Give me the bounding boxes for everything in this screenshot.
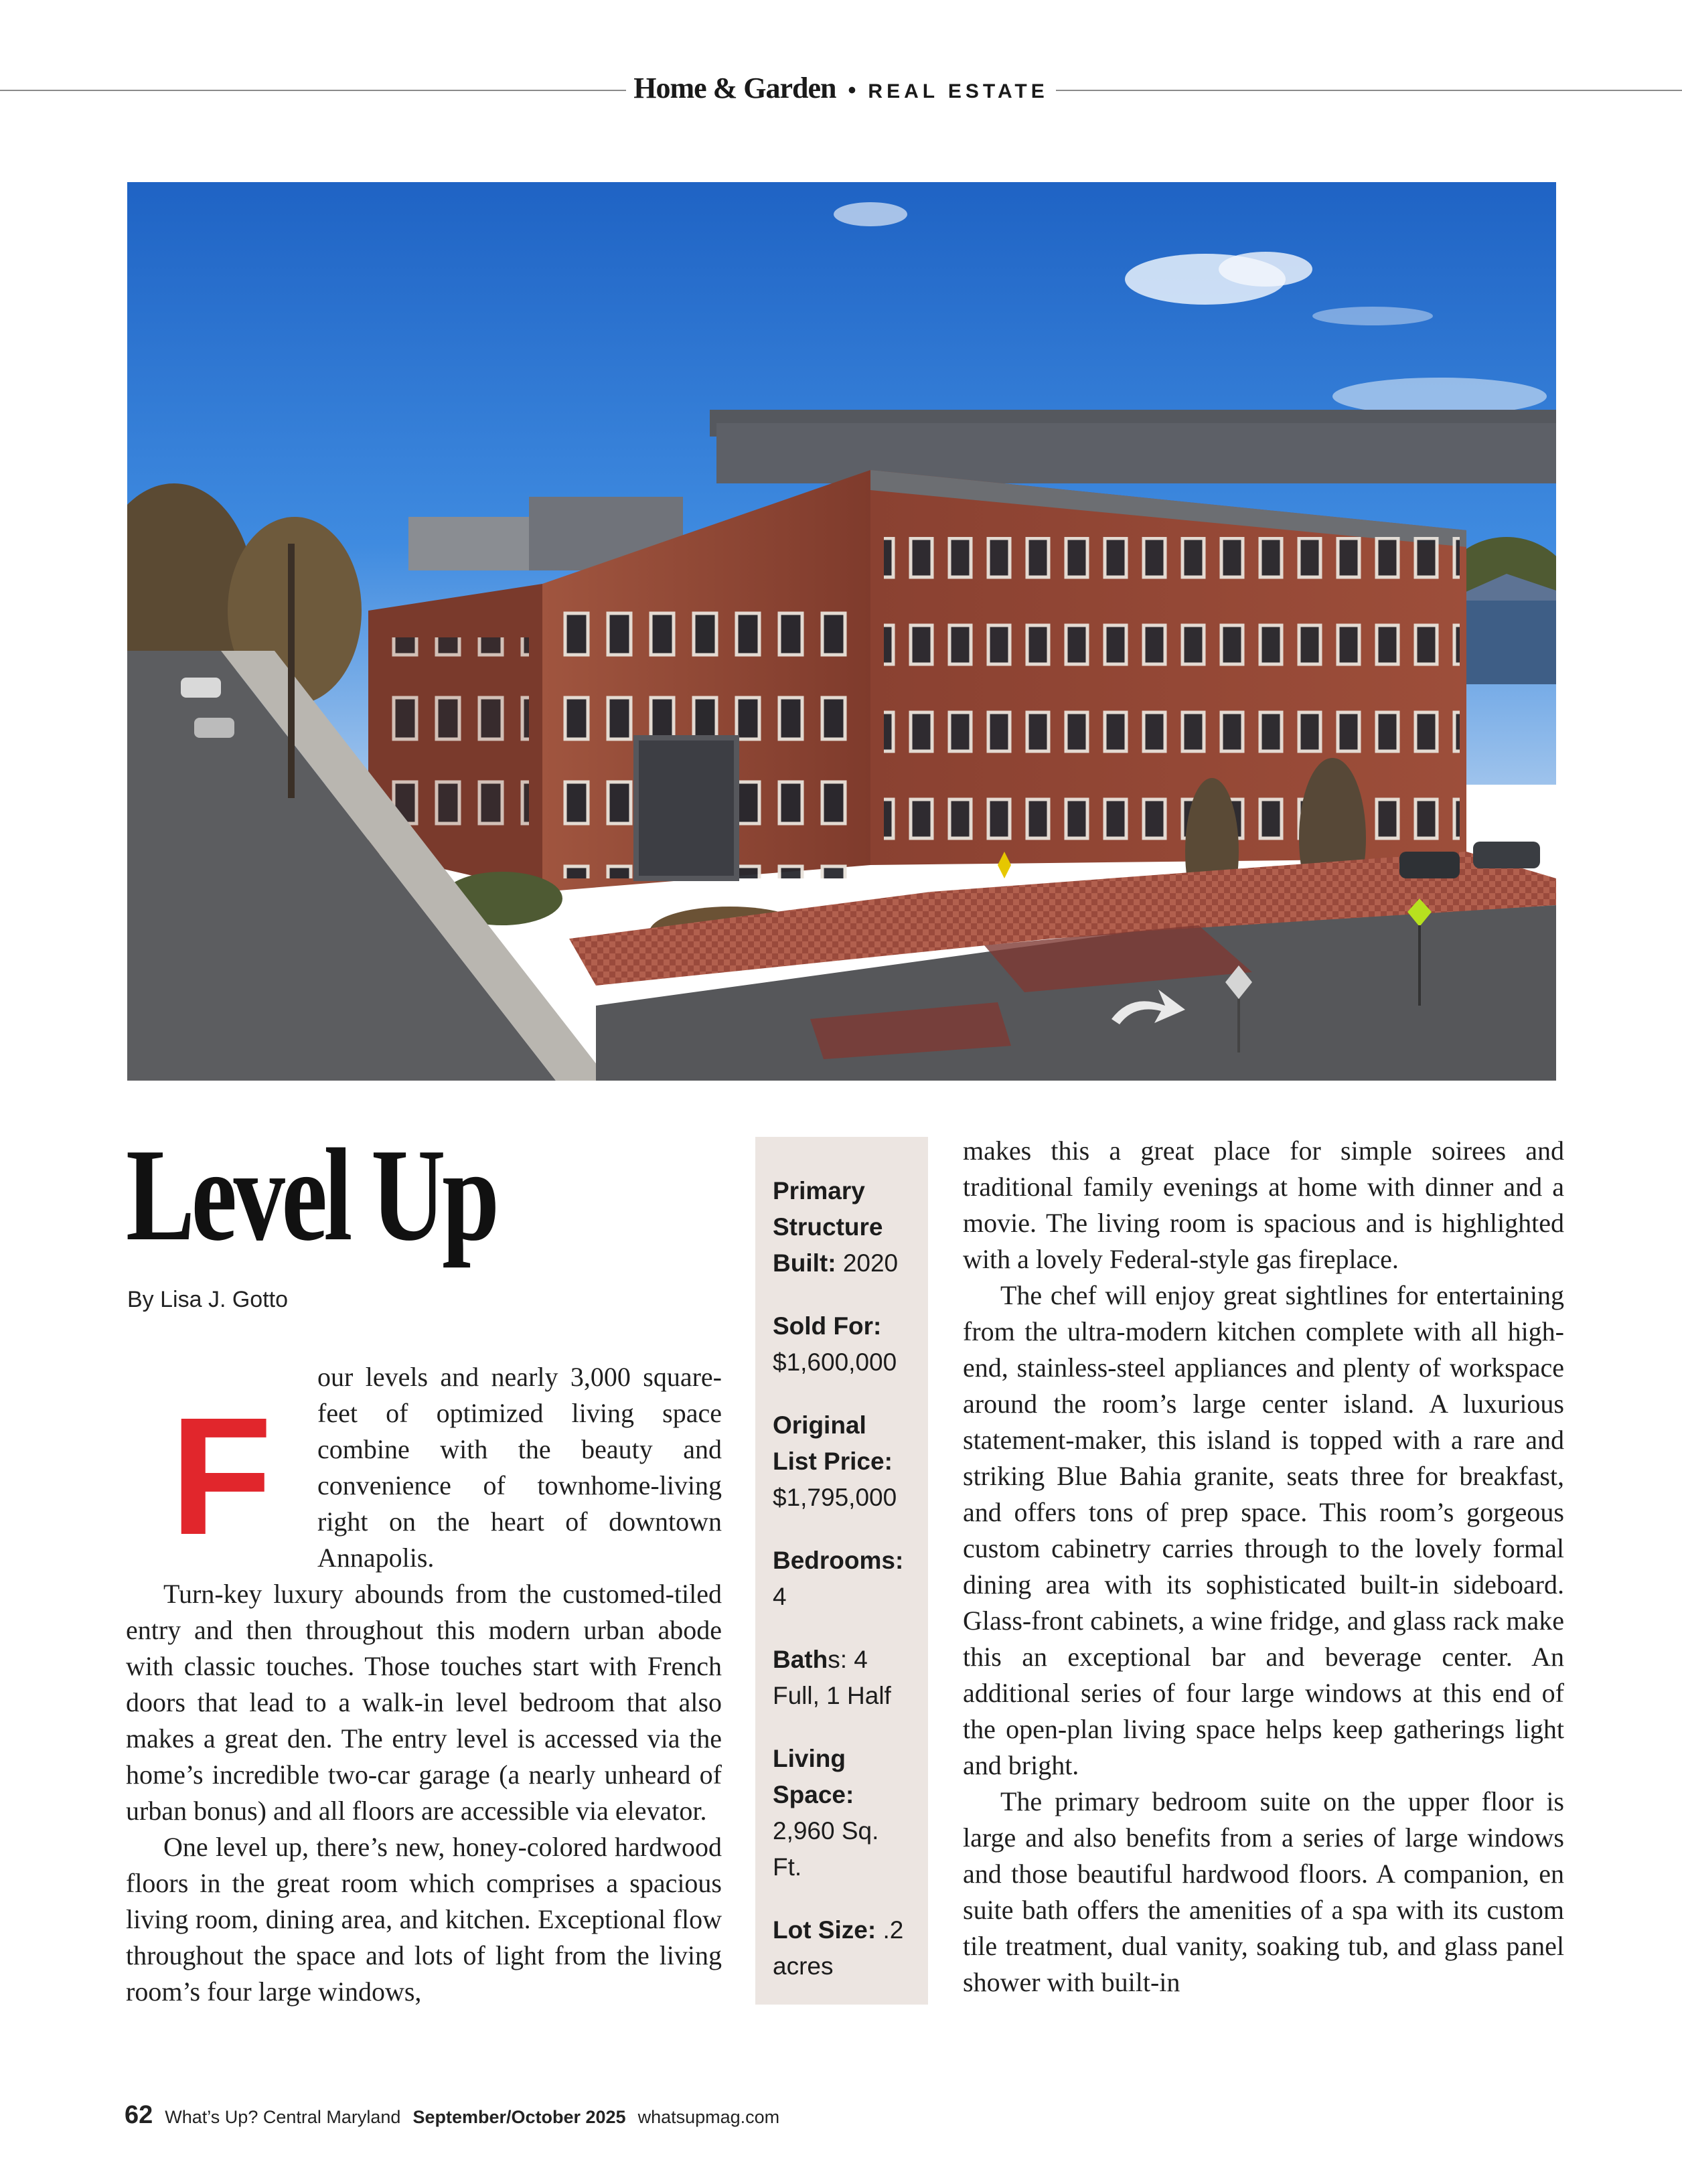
stat-bedrooms <box>773 1543 911 1615</box>
property-stats-sidebar <box>755 1137 928 2005</box>
stat-label: Original List Price: <box>773 1411 893 1475</box>
hero-photo <box>127 182 1556 1081</box>
stat-value: $1,795,000 <box>773 1484 897 1511</box>
stat-label: Sold For: <box>773 1312 882 1340</box>
article-byline: By Lisa J. Gotto <box>127 1287 288 1312</box>
drop-cap: F <box>170 1383 273 1569</box>
townhome-building-illustration <box>127 182 1556 1081</box>
running-header <box>626 71 1056 105</box>
stat-label: Bath <box>773 1646 828 1673</box>
stat-living-space <box>773 1741 911 1885</box>
stat-sold-for <box>773 1308 911 1381</box>
article-paragraph: our levels and nearly 3,000 square-feet of optimized living space combine with the beauty and convenience of townhome-living right on the heart of downtown Annapolis. <box>317 1362 722 1573</box>
header-rule-left <box>0 90 626 91</box>
stat-value: .2 acres <box>773 1916 904 1980</box>
article-column-left <box>126 1359 722 2010</box>
publication-name: What’s Up? Central Maryland <box>165 2107 401 2127</box>
stat-year-built <box>773 1173 911 1281</box>
article-paragraph: Turn-key luxury abounds from the customed-tiled entry and then throughout this modern urban abode with classic touches. Those touches start with French doors that lead to a walk-in level bedroom that also makes a great den. The entry level is accessed via the home’s incredible two-car garage (a nearly unheard of urban bonus) and all floors are accessible via elevator. <box>126 1579 722 1826</box>
stat-value: $1,600,000 <box>773 1348 897 1376</box>
website-link[interactable]: whatsupmag.com <box>637 2107 780 2127</box>
header-section-name: Home & Garden <box>633 72 836 104</box>
article-column-right <box>963 1133 1564 2001</box>
stat-original-list-price <box>773 1407 911 1516</box>
page-number: 62 <box>125 2101 153 2129</box>
stat-baths <box>773 1642 911 1714</box>
stat-value: 2,960 Sq. Ft. <box>773 1817 879 1881</box>
stat-label: Bedrooms: <box>773 1547 904 1574</box>
stat-label: Lot Size: <box>773 1916 876 1944</box>
article-paragraph: The primary bedroom suite on the upper floor is large and also benefits from a series of large windows and those beautiful hardwood floors. A companion, en suite bath offers the amenities of a spa with its custom tile treatment, dual vanity, soaking tub, and glass panel shower with built-in <box>963 1786 1564 1997</box>
header-rule-right <box>1056 90 1682 91</box>
header-subsection-name: REAL ESTATE <box>868 80 1049 102</box>
stat-lot-size <box>773 1912 911 1984</box>
stat-value: 2020 <box>842 1249 899 1277</box>
article-paragraph: One level up, there’s new, honey-colored hardwood floors in the great room which comprises a spacious living room, dining area, and kitchen. Exceptional flow throughout the space and lots of light from the living room’s four large windows, <box>126 1832 722 2007</box>
issue-date: September/October 2025 <box>412 2107 626 2127</box>
article-title: Level Up <box>126 1121 496 1268</box>
stat-label: Primary Structure Built: <box>773 1177 883 1277</box>
page-footer <box>125 2101 779 2130</box>
stat-label: Living Space: <box>773 1745 854 1808</box>
stat-value: s: 4 Full, 1 Half <box>773 1646 891 1709</box>
article-paragraph: makes this a great place for simple soirees and traditional family evenings at home with dinner and a movie. The living room is spacious and is highlighted with a lovely Federal-style gas fireplace. <box>963 1136 1564 1274</box>
header-separator: • <box>848 78 856 103</box>
article-paragraph: The chef will enjoy great sightlines for entertaining from the ultra-modern kitchen complete with all high-end, stainless-steel appliances and plenty of workspace around the room’s large center island. A luxurious statement-maker, this island is topped with a rare and striking Blue Bahia granite, seats three for breakfast, and offers tons of prep space. This room’s gorgeous custom cabinetry carries through to the lovely formal dining area with its sophisticated built-in sideboard. Glass-front cabinets, a wine fridge, and glass rack make this an exceptional bar and beverage center. An additional series of four large windows at this end of the open-plan living space helps keep gatherings light and bright. <box>963 1280 1564 1780</box>
stat-value: 4 <box>773 1583 787 1610</box>
